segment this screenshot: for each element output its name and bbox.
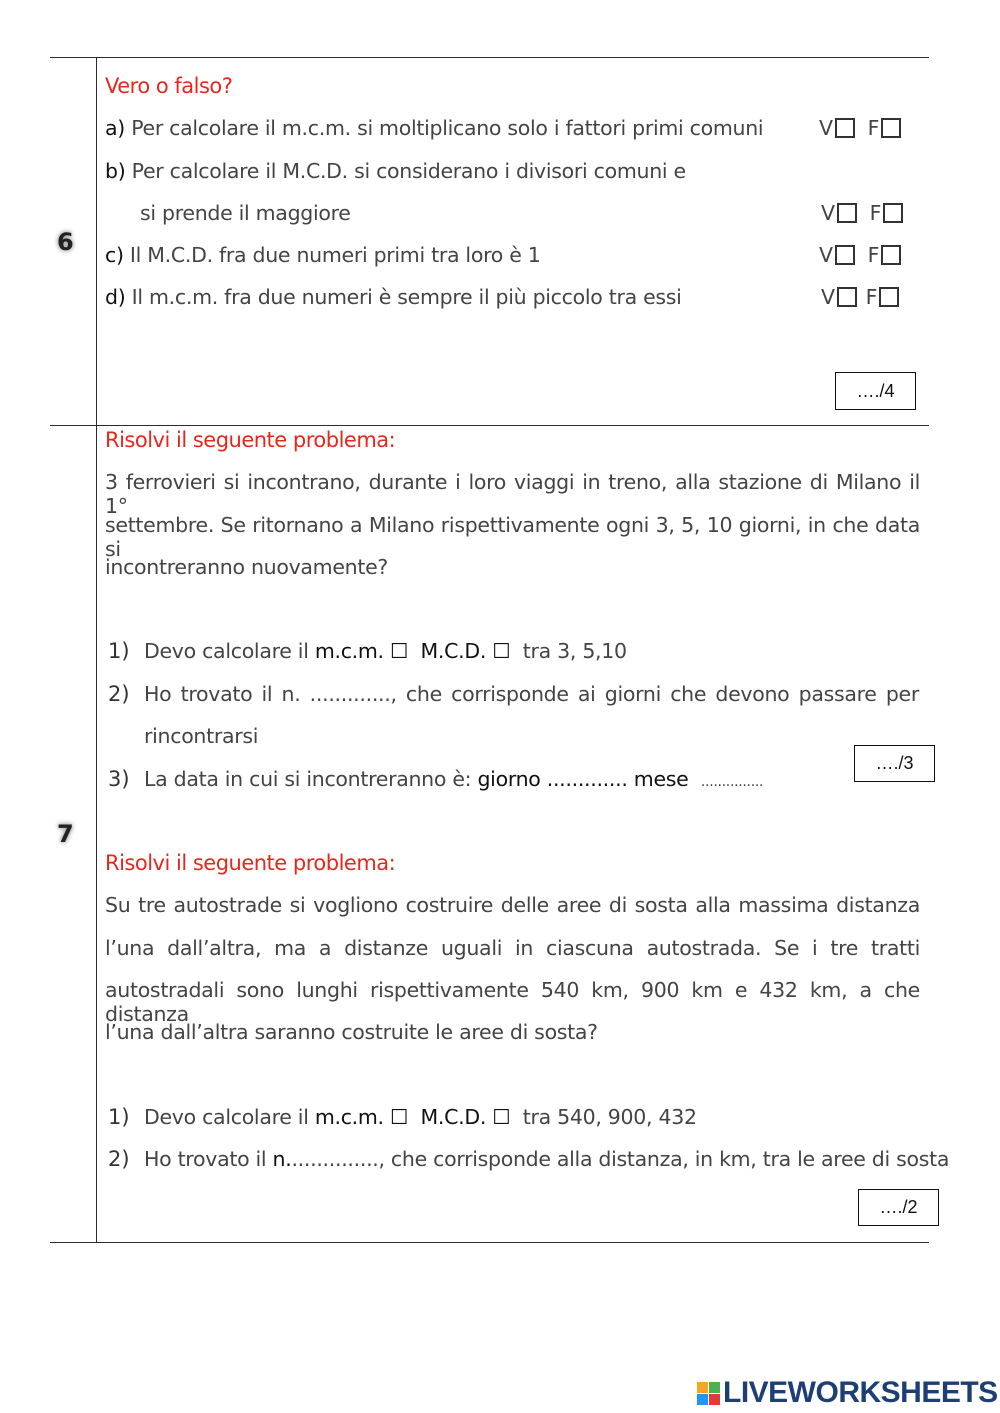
n-label: n. bbox=[272, 1147, 292, 1171]
problem1-line-1: 3 ferrovieri si incontrano, durante i loro viaggi in treno, alla stazione di Milano il 1° bbox=[105, 470, 920, 518]
mcd-option[interactable]: M.C.D. ☐ bbox=[420, 639, 511, 663]
item-label: b) bbox=[105, 159, 126, 183]
false-checkbox[interactable] bbox=[883, 203, 903, 223]
mcd-option[interactable]: M.C.D. ☐ bbox=[420, 1105, 511, 1129]
item-c bbox=[105, 243, 540, 267]
p1-step2-label: 2) bbox=[108, 682, 130, 706]
mcm-option[interactable]: m.c.m. ☐ bbox=[314, 1105, 409, 1129]
step-text: Ho trovato il bbox=[144, 1147, 267, 1171]
question-number-7: 7 bbox=[57, 820, 74, 848]
p2-step2-label: 2) bbox=[108, 1147, 130, 1171]
p1-step1-label: 1) bbox=[108, 639, 130, 663]
problem2-line-3: autostradali sono lunghi rispettivamente 540 km, 900 km e 432 km, a che distanza bbox=[105, 978, 920, 1026]
table-bottom-border bbox=[50, 1242, 929, 1243]
step-text: La data in cui si incontreranno è: bbox=[144, 767, 472, 791]
table-row-divider bbox=[50, 425, 929, 426]
step-text: Devo calcolare il bbox=[144, 639, 309, 663]
item-label: d) bbox=[105, 285, 126, 309]
problem1-line-3: incontreranno nuovamente? bbox=[105, 555, 388, 579]
table-column-divider bbox=[96, 57, 97, 1243]
table-top-border bbox=[50, 57, 929, 58]
true-checkbox[interactable] bbox=[835, 118, 855, 138]
false-checkbox[interactable] bbox=[881, 245, 901, 265]
false-label: F bbox=[867, 116, 880, 140]
false-checkbox[interactable] bbox=[879, 287, 899, 307]
problem2-line-1: Su tre autostrade si vogliono costruire delle aree di sosta alla massima distanza bbox=[105, 893, 920, 917]
item-text: Per calcolare il M.C.D. si considerano i divisori comuni e bbox=[131, 159, 686, 183]
item-d bbox=[105, 285, 682, 309]
true-label: V bbox=[821, 201, 836, 225]
vf-choice-d bbox=[821, 285, 899, 309]
logo-square bbox=[709, 1382, 720, 1393]
score-box-7a[interactable]: …./3 bbox=[854, 745, 935, 782]
item-text: Il M.C.D. fra due numeri primi tra loro è 1 bbox=[129, 243, 541, 267]
logo-square bbox=[709, 1394, 720, 1405]
item-label: c) bbox=[105, 243, 124, 267]
logo-square bbox=[697, 1382, 708, 1393]
question-number-6: 6 bbox=[57, 228, 74, 256]
true-label: V bbox=[819, 116, 834, 140]
logo-text: LIVEWORKSHEETS bbox=[723, 1376, 998, 1409]
step-text-end: tra 3, 5,10 bbox=[522, 639, 627, 663]
item-b-continued: si prende il maggiore bbox=[140, 201, 351, 225]
score-box-6[interactable]: …./4 bbox=[835, 372, 916, 410]
p2-step1 bbox=[144, 1105, 697, 1129]
p2-step2 bbox=[144, 1147, 949, 1171]
mese-label: mese bbox=[633, 767, 689, 791]
problem1-title: Risolvi il seguente problema: bbox=[105, 428, 396, 452]
p1-step2-line1[interactable]: Ho trovato il n. ............., che corrisponde ai giorni che devono passare per bbox=[144, 682, 919, 706]
mcm-option[interactable]: m.c.m. ☐ bbox=[314, 639, 409, 663]
logo-mark-icon bbox=[697, 1382, 720, 1405]
giorno-input[interactable]: giorno ............. bbox=[477, 767, 628, 791]
mese-input[interactable]: ............... bbox=[700, 774, 764, 790]
p1-step3-label: 3) bbox=[108, 767, 130, 791]
false-label: F bbox=[865, 285, 878, 309]
item-label: a) bbox=[105, 116, 125, 140]
false-label: F bbox=[867, 243, 880, 267]
p1-step1 bbox=[144, 639, 627, 663]
problem2-line-2: l’una dall’altra, ma a distanze uguali in ciascuna autostrada. Se i tre tratti bbox=[105, 936, 920, 960]
item-text: Per calcolare il m.c.m. si moltiplicano solo i fattori primi comuni bbox=[131, 116, 764, 140]
problem2-title: Risolvi il seguente problema: bbox=[105, 851, 396, 875]
false-label: F bbox=[869, 201, 882, 225]
true-checkbox[interactable] bbox=[837, 287, 857, 307]
step-text-end[interactable]: .............., che corrisponde alla distanza, in km, tra le aree di sosta bbox=[291, 1147, 950, 1171]
section6-title: Vero o falso? bbox=[105, 74, 233, 98]
false-checkbox[interactable] bbox=[881, 118, 901, 138]
item-b bbox=[105, 159, 686, 183]
true-label: V bbox=[821, 285, 836, 309]
vf-choice-c bbox=[819, 243, 901, 267]
problem2-line-4: l’una dall’altra saranno costruite le aree di sosta? bbox=[105, 1020, 598, 1044]
p1-step2-line2: rincontrarsi bbox=[144, 724, 259, 748]
liveworksheets-logo bbox=[697, 1376, 998, 1410]
step-text: Devo calcolare il bbox=[144, 1105, 309, 1129]
true-checkbox[interactable] bbox=[837, 203, 857, 223]
vf-choice-a bbox=[819, 116, 901, 140]
item-a bbox=[105, 116, 763, 140]
score-box-7b[interactable]: …./2 bbox=[858, 1189, 939, 1226]
step-text-end: tra 540, 900, 432 bbox=[522, 1105, 697, 1129]
p2-step1-label: 1) bbox=[108, 1105, 130, 1129]
item-text: Il m.c.m. fra due numeri è sempre il più piccolo tra essi bbox=[131, 285, 682, 309]
logo-square bbox=[697, 1394, 708, 1405]
problem1-line-2: settembre. Se ritornano a Milano rispettivamente ogni 3, 5, 10 giorni, in che data si bbox=[105, 513, 920, 561]
true-checkbox[interactable] bbox=[835, 245, 855, 265]
true-label: V bbox=[819, 243, 834, 267]
p1-step3 bbox=[144, 767, 763, 791]
vf-choice-b bbox=[821, 201, 903, 225]
